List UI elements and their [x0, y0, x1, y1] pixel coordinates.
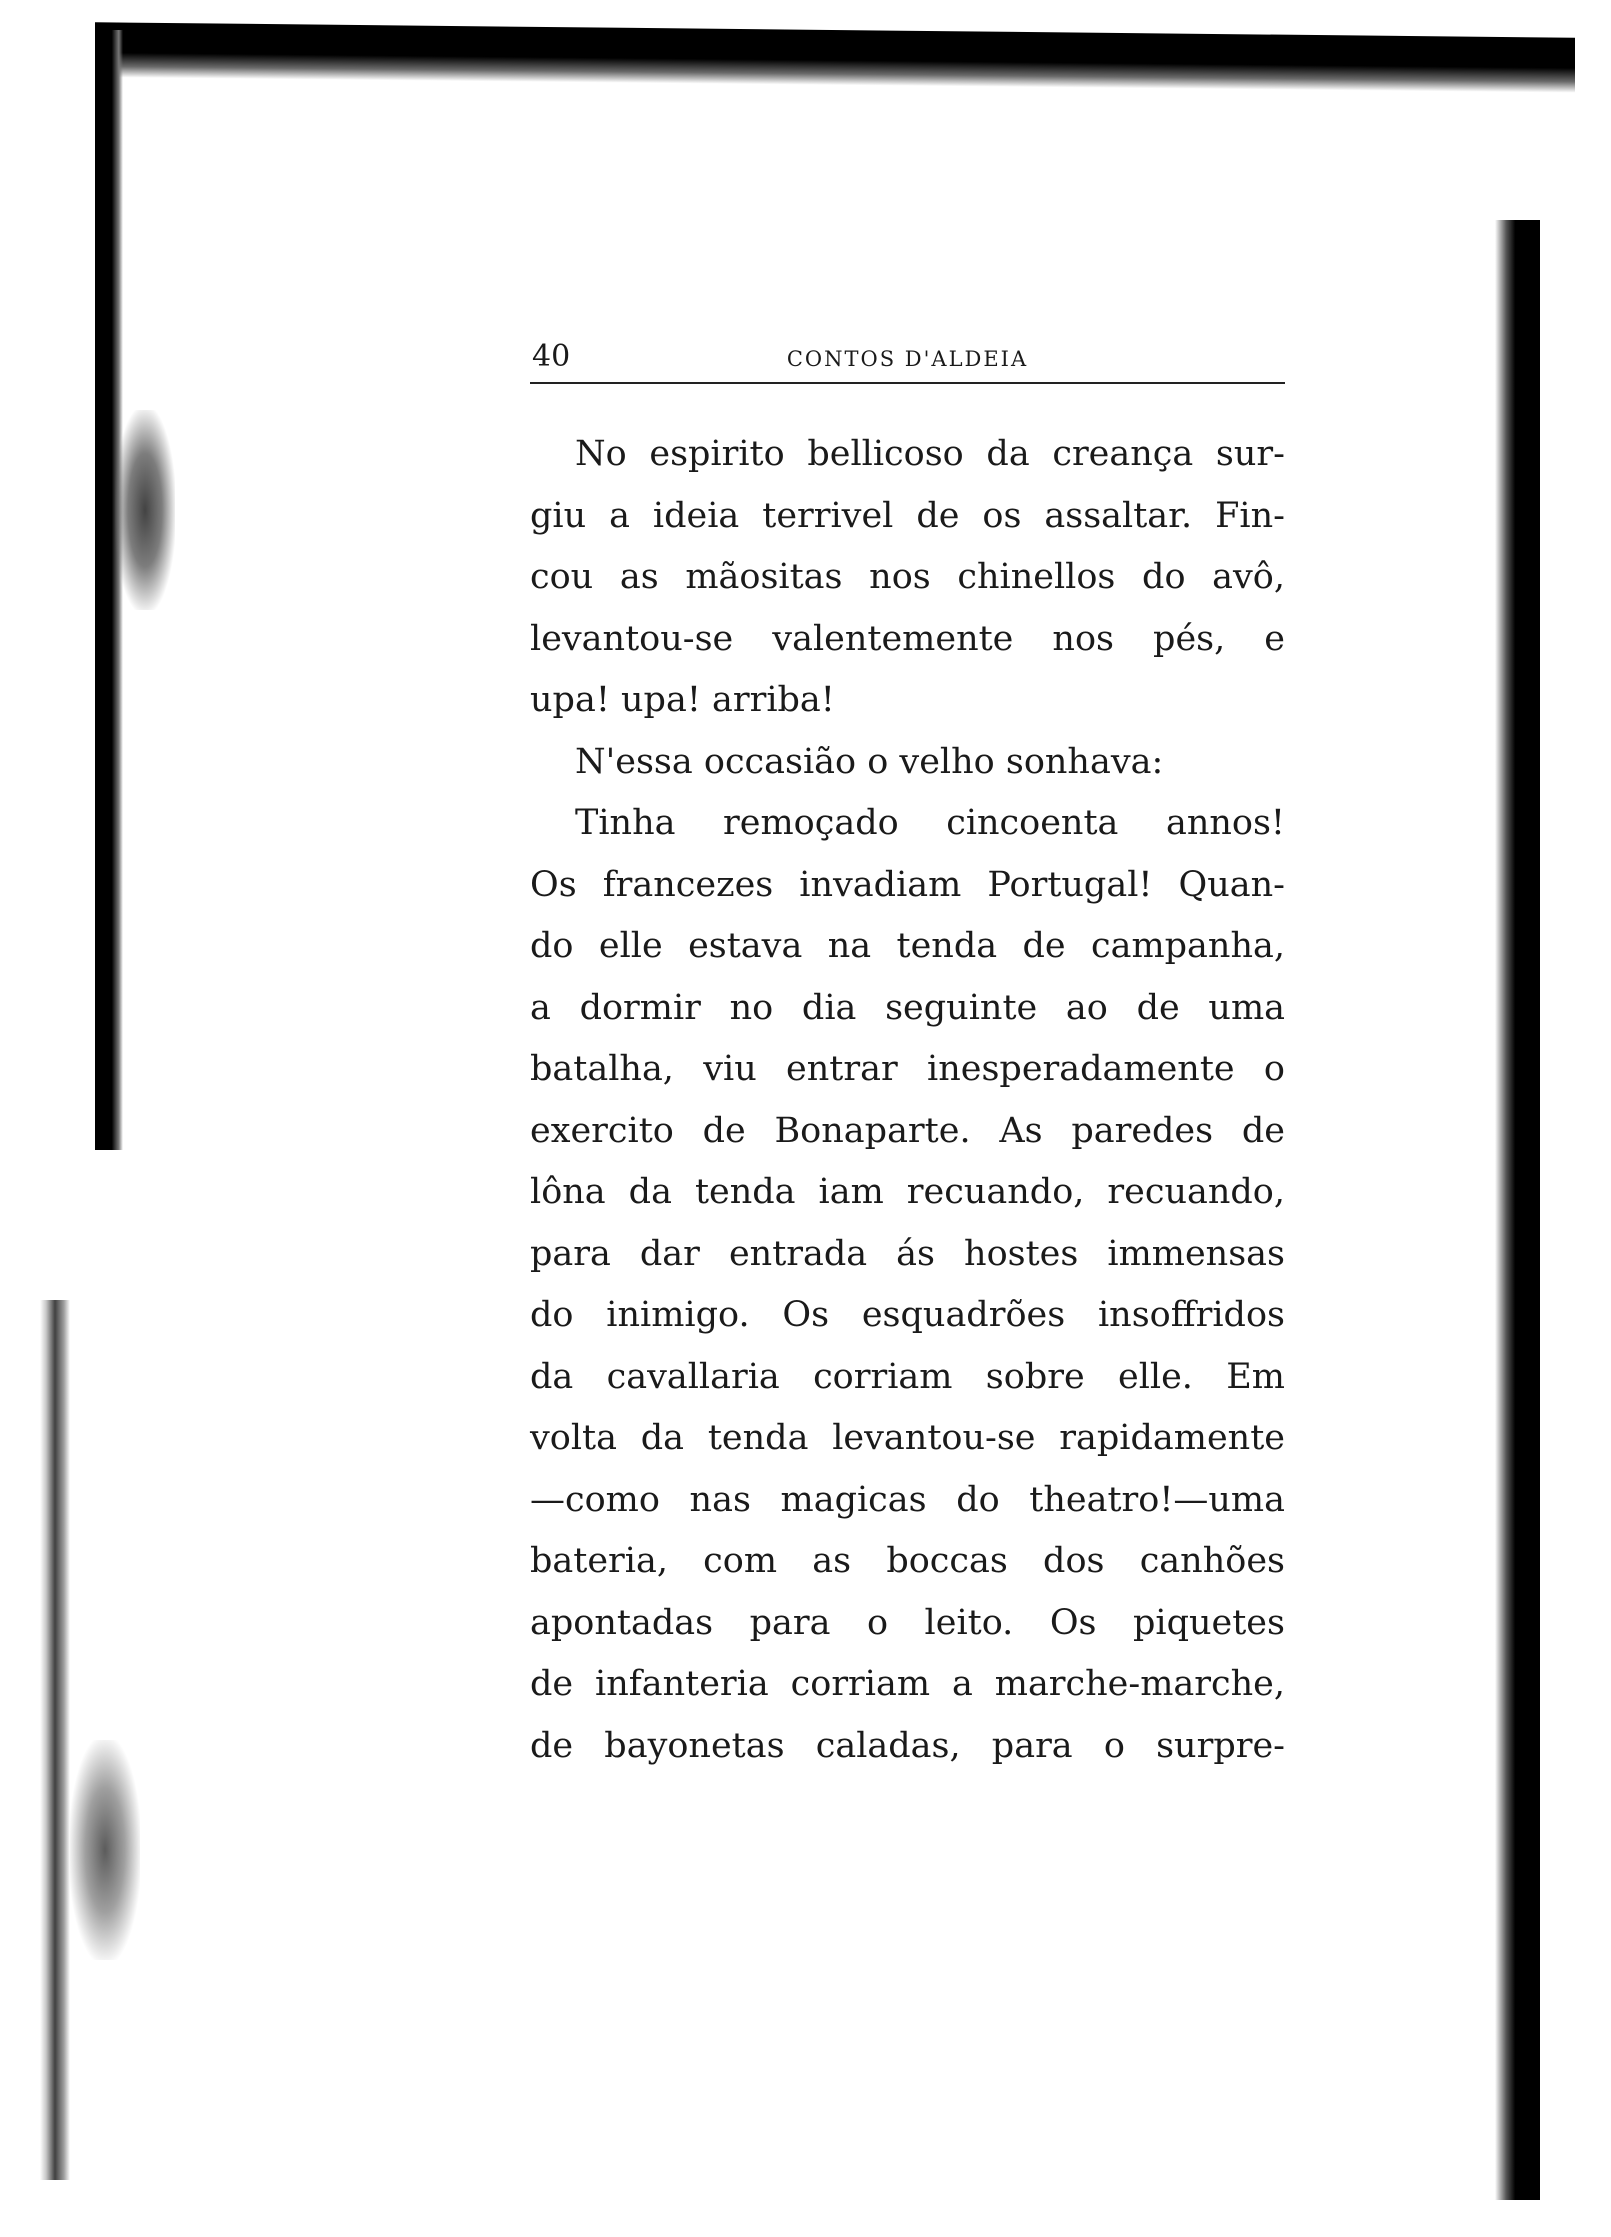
text-line: giu a ideia terrivel de os assaltar. Fin-	[530, 495, 1285, 536]
scan-smudge	[115, 410, 175, 610]
text-line: do inimigo. Os esquadrões insoffridos	[530, 1295, 1285, 1335]
text-line: para dar entrada ás hostes immensas	[530, 1233, 1285, 1274]
text-line: exercito de Bonaparte. As paredes de	[530, 1110, 1285, 1151]
page-number: 40	[532, 339, 571, 374]
text-line: de infanteria corriam a marche-marche,	[530, 1664, 1285, 1704]
text-line: Os francezes invadiam Portugal! Quan-	[530, 864, 1285, 905]
text-line: da cavallaria corriam sobre elle. Em	[530, 1356, 1285, 1397]
running-head	[530, 340, 1285, 384]
book-title: CONTOS D'ALDEIA	[786, 347, 1029, 371]
text-line: N'essa occasião o velho sonhava:	[575, 741, 1164, 782]
text-line: Tinha remoçado cincoenta annos!	[575, 803, 1285, 843]
text-line: apontadas para o leito. Os piquetes	[530, 1602, 1285, 1643]
text-line: lôna da tenda iam recuando, recuando,	[530, 1172, 1285, 1212]
text-line: No espirito bellicoso da creança sur-	[575, 434, 1285, 474]
text-line: levantou-se valentemente nos pés, e	[530, 618, 1285, 659]
scan-border-left-lower	[40, 1300, 70, 2180]
text-line: do elle estava na tenda de campanha,	[530, 926, 1285, 966]
book-page	[530, 340, 1285, 1777]
text-line: —como nas magicas do theatro!—uma	[530, 1479, 1285, 1520]
scan-border-right	[1495, 220, 1540, 2200]
text-line: cou as mãositas nos chinellos do avô,	[530, 557, 1285, 597]
text-line: volta da tenda levantou-se rapidamente	[530, 1418, 1285, 1458]
text-line: upa! upa! arriba!	[530, 680, 835, 720]
scan-border-top	[95, 22, 1575, 92]
scan-smudge-lower	[70, 1740, 140, 1960]
text-line: bateria, com as boccas dos canhões	[530, 1541, 1285, 1581]
text-line: a dormir no dia seguinte ao de uma	[530, 987, 1285, 1028]
body-text	[530, 424, 1285, 1777]
text-line: de bayonetas caladas, para o surpre-	[530, 1725, 1285, 1766]
text-line: batalha, viu entrar inesperadamente o	[530, 1049, 1285, 1089]
